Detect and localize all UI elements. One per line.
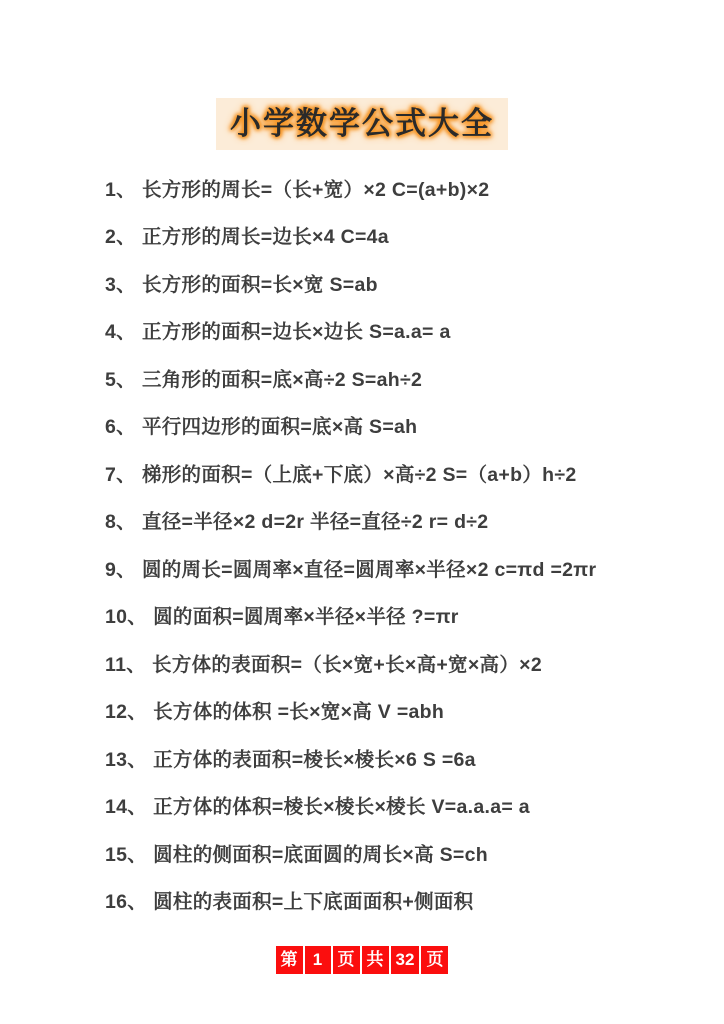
formula-number: 3、 [105,273,136,296]
formula-number: 1、 [105,178,136,201]
title-banner [0,98,724,150]
formula-text: 直径=半径×2 d=2r 半径=直径÷2 r= d÷2 [141,511,489,534]
formula-number: 9、 [105,558,136,581]
formula-number: 16、 [105,891,148,914]
formula-text: 长方形的周长=（长+宽）×2 C=(a+b)×2 [141,178,490,201]
formula-item [105,307,684,355]
formula-text: 圆的面积=圆周率×半径×半径 ?=πr [153,606,459,629]
formula-item [105,259,684,307]
formula-number: 2、 [105,226,136,249]
formula-text: 正方形的面积=边长×边长 S=a.a= a [141,321,451,344]
formula-text: 长方形的面积=长×宽 S=ab [141,273,378,296]
footer-segment: 共 [362,946,389,974]
formula-text: 正方形的周长=边长×4 C=4a [141,226,389,249]
formula-item [105,829,684,877]
formula-text: 长方体的体积 =长×宽×高 V =abh [153,701,445,724]
formula-number: 5、 [105,368,136,391]
formula-item [105,639,684,687]
formula-number: 4、 [105,321,136,344]
formula-item [105,497,684,545]
formula-number: 8、 [105,511,136,534]
formula-item [105,212,684,260]
formula-text: 平行四边形的面积=底×高 S=ah [141,416,418,439]
formula-number: 12、 [105,701,148,724]
formula-text: 圆柱的侧面积=底面圆的周长×高 S=ch [153,843,488,866]
formula-text: 正方体的表面积=棱长×棱长×6 S =6a [153,748,476,771]
formula-text: 梯形的面积=（上底+下底）×高÷2 S=（a+b）h÷2 [141,463,577,486]
formula-list [105,164,684,924]
formula-text: 三角形的面积=底×高÷2 S=ah÷2 [141,368,423,391]
footer-page-indicator [0,946,724,974]
footer-segment: 页 [333,946,360,974]
formula-item [105,877,684,925]
formula-text: 圆柱的表面积=上下底面面积+侧面积 [153,891,474,914]
formula-item [105,402,684,450]
formula-item [105,782,684,830]
formula-number: 13、 [105,748,148,771]
formula-number: 7、 [105,463,136,486]
formula-number: 11、 [105,653,147,676]
formula-item [105,449,684,497]
formula-item [105,164,684,212]
formula-item [105,354,684,402]
formula-number: 14、 [105,796,148,819]
formula-text: 圆的周长=圆周率×直径=圆周率×半径×2 c=πd =2πr [141,558,597,581]
footer-segment: 1 [305,946,331,974]
formula-number: 15、 [105,843,148,866]
formula-text: 长方体的表面积=（长×宽+长×高+宽×高）×2 [152,653,542,676]
footer-segment: 第 [276,946,303,974]
formula-text: 正方体的体积=棱长×棱长×棱长 V=a.a.a= a [153,796,530,819]
formula-item [105,687,684,735]
formula-number: 6、 [105,416,136,439]
formula-item [105,544,684,592]
footer-segment: 页 [421,946,448,974]
page-title: 小学数学公式大全 [216,98,508,150]
formula-item [105,592,684,640]
footer-segment: 32 [391,946,420,974]
formula-item [105,734,684,782]
formula-number: 10、 [105,606,148,629]
